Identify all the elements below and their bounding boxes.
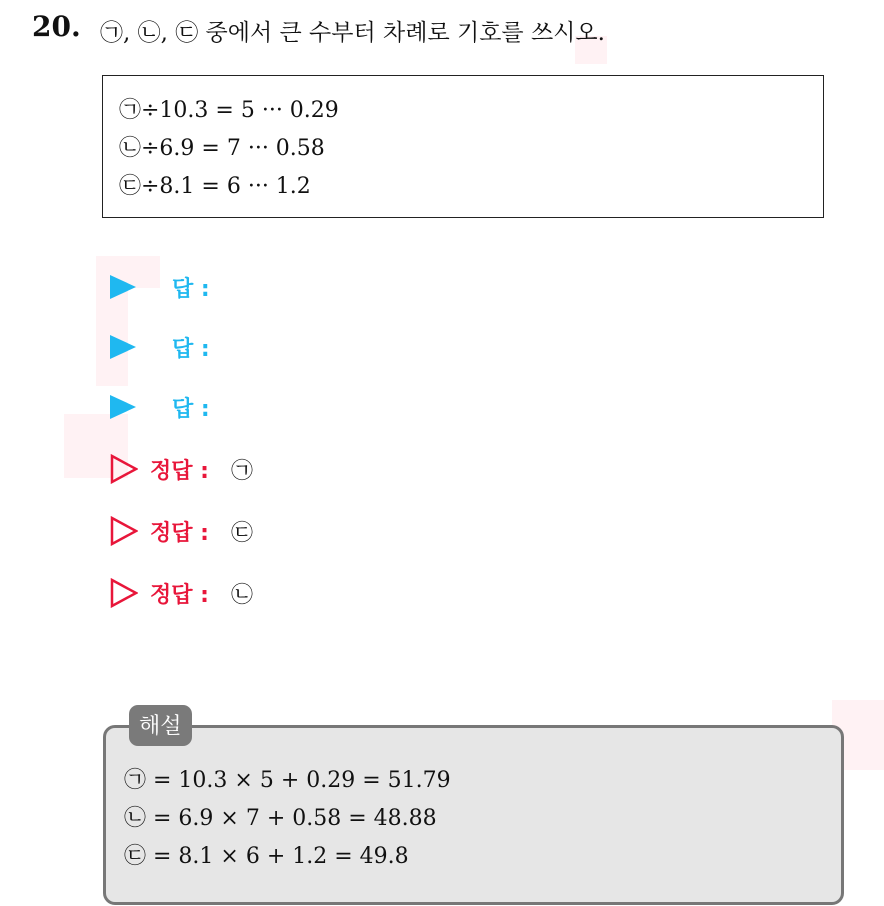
correct-answer-row [110, 575, 253, 611]
outline-triangle-icon [110, 516, 138, 546]
question-text: ㉠, ㉡, ㉢ 중에서 큰 수부터 차례로 기호를 쓰시오. [100, 20, 605, 46]
given-equation: ㉠÷10.3 = 5 ··· 0.29 [119, 98, 339, 123]
solution-box [103, 725, 844, 905]
answer-row [110, 270, 210, 304]
solution-line: ㉠ = 10.3 × 5 + 0.29 = 51.79 [124, 768, 451, 793]
solution-tag: 해설 [129, 705, 192, 746]
outline-triangle-icon [110, 454, 138, 484]
given-equation: ㉡÷6.9 = 7 ··· 0.58 [119, 136, 325, 161]
given-equations-box [102, 75, 824, 218]
given-equation: ㉢÷8.1 = 6 ··· 1.2 [119, 174, 311, 199]
question-number: 20. [32, 10, 81, 43]
play-triangle-icon [110, 275, 136, 299]
correct-answer-label: 정답 : [150, 458, 209, 484]
correct-answer-value: ㉠ [230, 458, 253, 484]
correct-answer-label: 정답 : [150, 582, 209, 608]
play-triangle-icon [110, 395, 136, 419]
outline-triangle-icon [110, 578, 138, 608]
correct-answer-value: ㉡ [230, 582, 253, 608]
answer-label: 답 : [172, 276, 210, 302]
solution-line: ㉢ = 8.1 × 6 + 1.2 = 49.8 [124, 844, 409, 869]
play-triangle-icon [110, 335, 136, 359]
solution-line: ㉡ = 6.9 × 7 + 0.58 = 48.88 [124, 806, 437, 831]
answer-label: 답 : [172, 396, 210, 422]
answer-label: 답 : [172, 336, 210, 362]
correct-answer-row [110, 513, 253, 549]
answer-row [110, 330, 210, 364]
correct-answer-label: 정답 : [150, 520, 209, 546]
correct-answer-row [110, 451, 253, 487]
answer-row [110, 390, 210, 424]
correct-answer-value: ㉢ [230, 520, 253, 546]
